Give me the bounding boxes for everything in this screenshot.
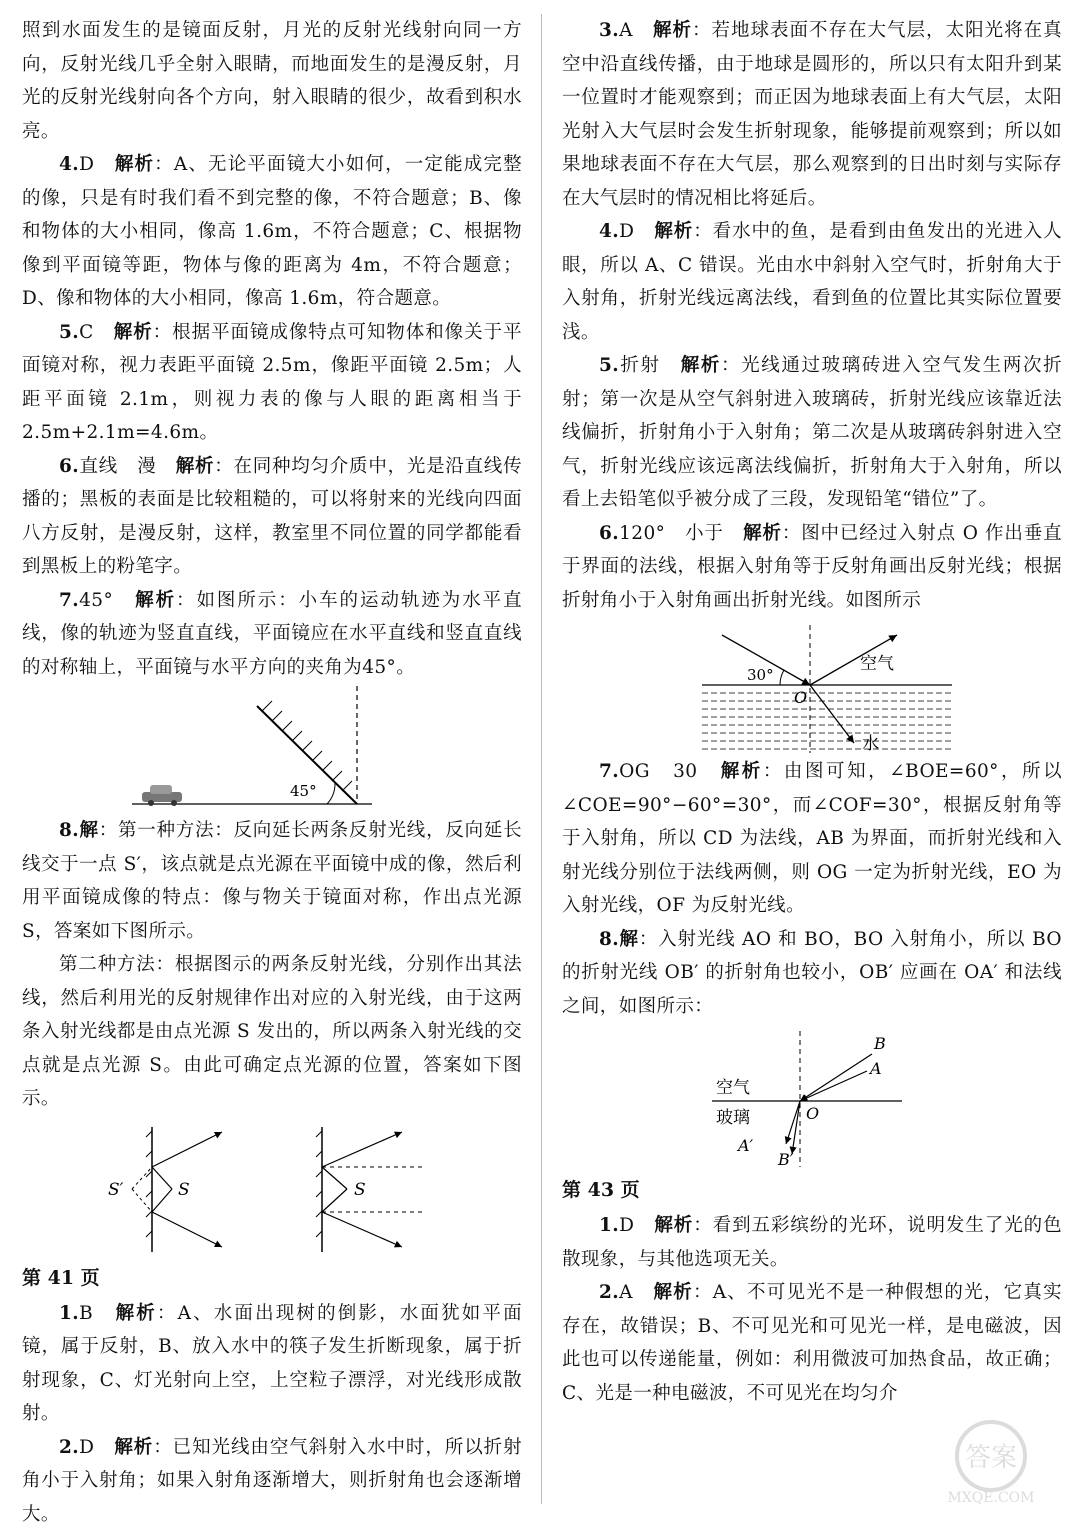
source-point-label: S xyxy=(178,1180,190,1200)
section-heading: 第 41 页 xyxy=(22,1261,522,1295)
point-o-label: O xyxy=(794,688,807,707)
point-o-label: O xyxy=(806,1104,819,1123)
answer-1: 1.D 解析：看到五彩缤纷的光环，说明发生了光的色散现象，与其他选项无关。 xyxy=(562,1209,1062,1276)
point-source-figure xyxy=(102,1122,442,1257)
answer-6: 6.直线 漫 解析：在同种均匀介质中，光是沿直线传播的；黑板的表面是比较粗糙的，可以将射来的光线向四面八方反射，是漫反射，这样，教室里不同位置的同学都能看到黑板上的粉笔字。 xyxy=(22,450,522,584)
refraction-air-glass-figure xyxy=(682,1029,942,1169)
point-b-prime-label: B′ xyxy=(777,1150,794,1169)
angle-label: 45° xyxy=(290,782,317,800)
paragraph: 第二种方法：根据图示的两条反射光线，分别作出其法线，然后利用光的反射规律作出对应的入射光线，由于这两条入射光线都是由点光源 S 发出的，所以两条入射光线的交点就是点光源 S。由此可确定点光源的位置，答案如下图示。 xyxy=(22,948,522,1116)
car-icon xyxy=(142,785,182,806)
answer-8: 8.解：第一种方法：反向延长两条反射光线，反向延长线交于一点 S′，该点就是点光源在平面镜中成的像，然后利用平面镜成像的特点：像与物关于镜面对称，作出点光源 S，答案如下图所示。 xyxy=(22,814,522,948)
air-label: 空气 xyxy=(716,1078,750,1098)
answer-2: 2.A 解析：A、不可见光不是一种假想的光，它真实存在，故错误；B、不可见光和可见光一样，是电磁波，因此也可以传递能量，例如：利用微波可加热食品，故正确；C、光是一种电磁波，不可见光在均匀介 xyxy=(562,1276,1062,1410)
point-b-label: B xyxy=(873,1034,886,1053)
answer-4: 4.D 解析：A、无论平面镜大小如何，一定能成完整的像，只是有时我们看不到完整的像，不符合题意；B、像和物体的大小相同，像高 1.6m，不符合题意；C、根据物像到平面镜等距，物体与像的距离为 4m，不符合题意；D、像和物体的大小相同，像高 1.6m，符合题意。 xyxy=(22,148,522,316)
watermark-logo xyxy=(916,1416,1066,1506)
section-heading: 第 43 页 xyxy=(562,1173,1062,1207)
right-column xyxy=(562,14,1062,1410)
answer-5: 5.折射 解析：光线通过玻璃砖进入空气发生两次折射；第一次是从空气斜射进入玻璃砖，折射光线应该靠近法线偏折，折射角小于入射角；第二次是从玻璃砖斜射进入空气，折射光线应该远离法线偏折，折射角大于入射角，所以看上去铅笔似乎被分成了三段，发现铅笔“错位”了。 xyxy=(562,349,1062,517)
answer-8: 8.解：入射光线 AO 和 BO，BO 入射角小，所以 BO 的折射光线 OB′ 的折射角也较小，OB′ 应画在 OA′ 和法线之间，如图所示： xyxy=(562,923,1062,1024)
angle-label: 30° xyxy=(747,666,774,684)
column-divider xyxy=(541,14,542,1504)
answer-3: 3.A 解析：若地球表面不存在大气层，太阳光将在真空中沿直线传播，由于地球是圆形的，所以只有太阳升到某一位置时才能观察到；而正因为地球表面上有大气层，太阳光射入大气层时会发生折射现象，能够提前观察到；所以如果地球表面不存在大气层，那么观察到的日出时刻与实际存在大气层时的情况相比将延后。 xyxy=(562,14,1062,215)
paragraph: 照到水面发生的是镜面反射，月光的反射光线射向同一方向，反射光线几乎全射入眼睛，而地面发生的是漫反射，月光的反射光线射向各个方向，射入眼睛的很少，故看到积水亮。 xyxy=(22,14,522,148)
air-label: 空气 xyxy=(860,654,894,674)
answer-1: 1.B 解析：A、水面出现树的倒影，水面犹如平面镜，属于反射，B、放入水中的筷子发生折断现象，属于折射现象，C、灯光射向上空，上空粒子漂浮，对光线形成散射。 xyxy=(22,1297,522,1431)
glass-label: 玻璃 xyxy=(716,1108,750,1128)
water-label: 水 xyxy=(862,734,879,754)
answer-2: 2.D 解析：已知光线由空气斜射入水中时，所以折射角小于入射角；如果入射角逐渐增大，则折射角也会逐渐增大。 xyxy=(22,1431,522,1531)
answer-5: 5.C 解析：根据平面镜成像特点可知物体和像关于平面镜对称，视力表距平面镜 2.5m，像距平面镜 2.5m；人距平面镜 2.1m，则视力表的像与人眼的距离相当于 2.5m+2.1m=4.6m。 xyxy=(22,316,522,450)
svg-text:答案: 答案 xyxy=(965,1443,1017,1473)
answer-7: 7.45° 解析：如图所示：小车的运动轨迹为水平直线，像的轨迹为竖直直线，平面镜应在水平直线和竖直直线的对称轴上，平面镜与水平方向的夹角为45°。 xyxy=(22,584,522,685)
point-a-prime-label: A′ xyxy=(736,1136,754,1155)
svg-text:MXQE.COM: MXQE.COM xyxy=(948,1490,1035,1506)
left-column xyxy=(22,14,522,1531)
image-point-label: S′ xyxy=(108,1180,124,1200)
mirror-car-figure xyxy=(122,684,422,814)
answer-7: 7.OG 30 解析：由图可知，∠BOE=60°，所以∠COE=90°−60°=30°，而∠COF=30°，根据反射角等于入射角，所以 CD 为法线，AB 为界面，而折射光线和入射光线分别位于法线两侧，则 OG 一定为折射光线，EO 为入射光线，OF 为反射光线。 xyxy=(562,755,1062,923)
answer-6: 6.120° 小于 解析：图中已经过入射点 O 作出垂直于界面的法线，根据入射角等于反射角画出反射光线；根据折射角小于入射角画出折射光线。如图所示 xyxy=(562,517,1062,618)
answer-4: 4.D 解析：看水中的鱼，是看到由鱼发出的光进入人眼，所以 A、C 错误。光由水中斜射入空气时，折射角大于入射角，折射光线远离法线，看到鱼的位置比其实际位置要浅。 xyxy=(562,215,1062,349)
point-a-label: A xyxy=(868,1059,882,1078)
source-point-label: S xyxy=(354,1180,366,1200)
refraction-air-water-figure xyxy=(662,625,962,755)
